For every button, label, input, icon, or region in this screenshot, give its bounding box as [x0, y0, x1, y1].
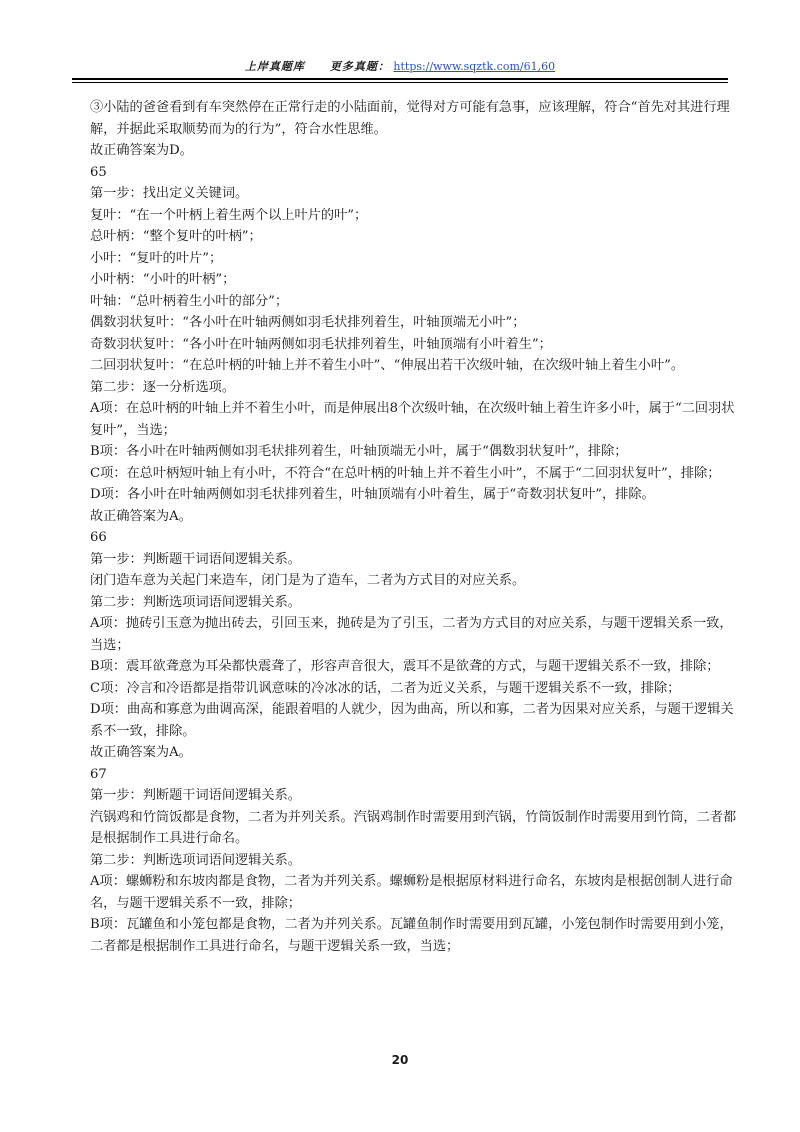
paragraph: C项：在总叶柄短叶轴上有小叶，不符合“在总叶柄的叶轴上并不着生小叶”，不属于“二回羽状复叶”，排除； [90, 465, 721, 481]
paragraph: 小叶柄：“小叶的叶柄”； [90, 272, 236, 287]
paragraph: B项：震耳欲聋意为耳朵都快震聋了，形容声音很大，震耳不是欲聋的方式，与题干逻辑关系不一致，排除； [90, 659, 720, 674]
paragraph: C项：冷言和冷语都是指带讥讽意味的冷冰冰的话，二者为近义关系，与题干逻辑关系不一致，排除； [90, 680, 681, 696]
paragraph: A项：螺蛳粉和东坡肉都是食物，二者为并列关系。螺蛳粉是根据原材料进行命名，东坡肉是根据创制人进行命名，与题干逻辑关系不一致，排除； [90, 874, 733, 911]
paragraph: 第一步：判断题干词语间逻辑关系。 [90, 551, 301, 567]
paragraph: 第二步：判断选项词语间逻辑关系。 [90, 594, 301, 610]
document-body [90, 97, 740, 957]
page-number: 20 [391, 1053, 409, 1067]
paragraph: A项：抛砖引玉意为抛出砖去，引回玉来，抛砖是为了引玉，二者为方式目的对应关系，与题干逻辑关系一致，当选； [90, 616, 733, 653]
paragraph: 故正确答案为D。 [90, 143, 193, 158]
paragraph: D项：曲高和寡意为曲调高深，能跟着唱的人就少，因为曲高，所以和寡，二者为因果对应关系，与题干逻辑关系不一致，排除。 [90, 702, 734, 739]
brand-name: 上岸真题库 [244, 60, 305, 73]
paragraph: A项：在总叶柄的叶轴上并不着生小叶，而是伸展出8个次级叶轴，在次级叶轴上着生许多小叶，属于“二回羽状复叶”，当选； [90, 401, 735, 438]
paragraph: 第二步：逐一分析选项。 [90, 379, 236, 395]
paragraph: B项：瓦罐鱼和小笼包都是食物，二者为并列关系。瓦罐鱼制作时需要用到瓦罐，小笼包制作时需要用到小笼，二者都是根据制作工具进行命名，与题干逻辑关系一致，当选； [90, 917, 733, 954]
header-rule-thin [72, 82, 728, 83]
paragraph: 偶数羽状复叶：“各小叶在叶轴两侧如羽毛状排列着生，叶轴顶端无小叶”； [90, 315, 526, 330]
paragraph: 二回羽状复叶：“在总叶柄的叶轴上并不着生小叶”、“伸展出若干次级叶轴，在次级叶轴上着生小叶”。 [90, 358, 685, 373]
paragraph: 复叶：“在一个叶柄上着生两个以上叶片的叶”； [90, 207, 368, 223]
paragraph: 小叶：“复叶的叶片”； [90, 250, 223, 266]
paragraph: 第一步：判断题干词语间逻辑关系。 [90, 788, 301, 803]
paragraph: 故正确答案为A。 [90, 745, 192, 760]
paragraph: 总叶柄：“整个复叶的叶柄”； [90, 229, 262, 244]
paragraph: 叶轴：“总叶柄着生小叶的部分”； [90, 293, 289, 309]
paragraph: 汽锅鸡和竹筒饭都是食物，二者为并列关系。汽锅鸡制作时需要用到汽锅，竹筒饭制作时需要用到竹筒，二者都是根据制作工具进行命名。 [90, 809, 737, 846]
paragraph: ③小陆的爸爸看到有车突然停在正常行走的小陆面前，觉得对方可能有急事，应该理解，符合“首先对其进行理解，并据此采取顺势而为的行为”，符合水性思维。 [90, 100, 730, 137]
paragraph: 第一步：找出定义关键词。 [90, 186, 249, 201]
paragraph: 故正确答案为A。 [90, 508, 192, 524]
question-number: 66 [90, 530, 107, 545]
page-header [72, 58, 728, 76]
question-number: 67 [90, 766, 107, 782]
paragraph: 奇数羽状复叶：“各小叶在叶轴两侧如羽毛状排列着生，叶轴顶端有小叶着生”； [90, 336, 552, 352]
paragraph: 第二步：判断选项词语间逻辑关系。 [90, 852, 301, 868]
source-link[interactable]: https://www.sqztk.com/61,60 [393, 60, 556, 73]
paragraph: B项：各小叶在叶轴两侧如羽毛状排列着生，叶轴顶端无小叶，属于“偶数羽状复叶”，排除； [90, 444, 628, 459]
header-rule-thick [72, 78, 728, 80]
paragraph: D项：各小叶在叶轴两侧如羽毛状排列着生，叶轴顶端有小叶着生，属于“奇数羽状复叶”，排除。 [90, 487, 655, 502]
paragraph: 闭门造车意为关起门来造车，闭门是为了造车，二者为方式目的对应关系。 [90, 573, 526, 588]
question-number: 65 [90, 164, 107, 180]
more-label: 更多真题： [329, 60, 390, 73]
